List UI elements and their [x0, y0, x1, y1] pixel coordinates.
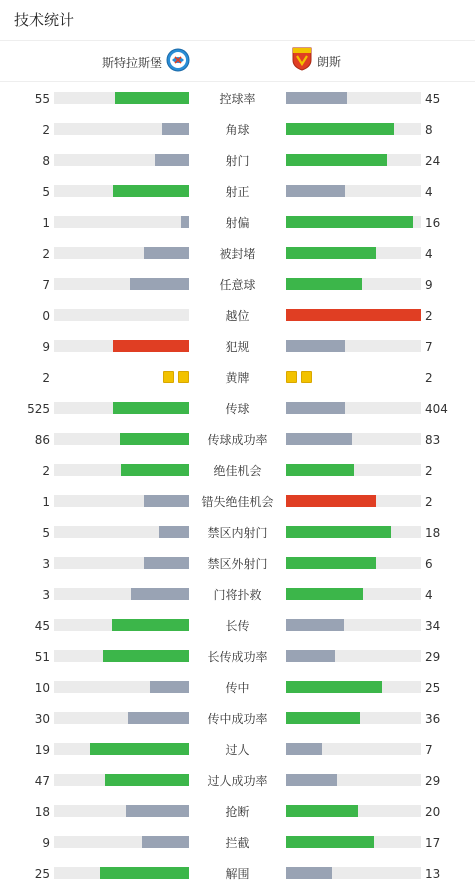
stat-label: 绝佳机会: [213, 464, 262, 478]
home-yellow-cards: [163, 371, 189, 383]
home-stat-bar-fill: [128, 712, 189, 724]
home-stat-value: 2: [42, 464, 50, 478]
home-stat-bar: [54, 712, 189, 724]
stat-row: [0, 120, 475, 140]
home-stat-bar-fill: [105, 774, 189, 786]
home-stat-value: 5: [42, 526, 50, 540]
stat-row: [0, 709, 475, 729]
home-stat-bar-fill: [115, 92, 189, 104]
stat-label: 越位: [225, 309, 250, 323]
home-stat-bar: [54, 681, 189, 693]
away-stat-value: 45: [425, 92, 441, 106]
home-stat-bar-fill: [113, 340, 189, 352]
away-stat-bar-fill: [286, 774, 337, 786]
away-stat-value: 16: [425, 216, 441, 230]
home-stat-bar-fill: [112, 619, 189, 631]
away-stat-value: 83: [425, 433, 441, 447]
away-stat-value: 7: [425, 743, 433, 757]
stat-label: 被封堵: [219, 247, 256, 261]
home-stat-bar: [54, 774, 189, 786]
home-stat-value: 55: [34, 92, 50, 106]
strasbourg-crest-icon: [166, 48, 190, 76]
away-stat-value: 6: [425, 557, 433, 571]
stat-label: 任意球: [219, 278, 256, 292]
home-stat-bar: [54, 340, 189, 352]
lens-crest-icon: [292, 47, 312, 75]
away-stat-bar: [286, 433, 421, 445]
home-stat-bar: [54, 743, 189, 755]
yellow-card-icon: [163, 371, 174, 383]
home-stat-value: 9: [42, 340, 50, 354]
stat-row: [0, 771, 475, 791]
away-stat-bar: [286, 309, 421, 321]
away-stat-bar-fill: [286, 836, 374, 848]
stat-label: 角球: [225, 123, 250, 137]
home-stat-bar-fill: [150, 681, 189, 693]
stat-row: [0, 833, 475, 853]
home-stat-value: 2: [42, 371, 50, 385]
home-stat-bar: [54, 92, 189, 104]
away-stat-bar: [286, 588, 421, 600]
home-stat-bar: [54, 557, 189, 569]
stat-row: [0, 740, 475, 760]
away-stat-bar-fill: [286, 805, 358, 817]
stat-row: [0, 864, 475, 884]
away-stat-bar: [286, 650, 421, 662]
away-stat-value: 2: [425, 309, 433, 323]
home-stat-value: 525: [27, 402, 50, 416]
away-stat-bar-fill: [286, 216, 413, 228]
away-stat-bar-fill: [286, 464, 354, 476]
home-stat-bar: [54, 526, 189, 538]
stat-label: 射门: [225, 154, 250, 168]
home-stat-bar-fill: [159, 526, 189, 538]
away-stat-bar: [286, 867, 421, 879]
home-stat-value: 2: [42, 123, 50, 137]
away-stat-value: 25: [425, 681, 441, 695]
stat-label: 射偏: [225, 216, 250, 230]
away-stat-value: 2: [425, 371, 433, 385]
away-stat-bar-fill: [286, 557, 376, 569]
away-stat-bar: [286, 216, 421, 228]
stat-row: [0, 802, 475, 822]
stat-label: 传中: [225, 681, 250, 695]
stat-label: 传球: [225, 402, 250, 416]
home-stat-value: 47: [34, 774, 50, 788]
away-stat-bar: [286, 247, 421, 259]
away-stat-bar: [286, 836, 421, 848]
away-stat-value: 29: [425, 650, 441, 664]
away-stat-bar-fill: [286, 526, 391, 538]
stat-row: [0, 430, 475, 450]
stat-row: [0, 337, 475, 357]
away-stat-bar: [286, 712, 421, 724]
home-stat-bar: [54, 216, 189, 228]
home-stat-bar: [54, 836, 189, 848]
home-stat-bar: [54, 278, 189, 290]
stat-label: 射正: [225, 185, 250, 199]
stat-row: [0, 647, 475, 667]
home-stat-value: 30: [34, 712, 50, 726]
stat-row: [0, 275, 475, 295]
away-stat-bar-fill: [286, 402, 345, 414]
away-stat-bar-fill: [286, 619, 344, 631]
stat-label: 解围: [225, 867, 250, 881]
away-stat-bar-fill: [286, 92, 347, 104]
home-stat-bar-fill: [144, 247, 189, 259]
away-stat-value: 17: [425, 836, 441, 850]
home-stat-value: 51: [34, 650, 50, 664]
away-stat-bar-fill: [286, 712, 360, 724]
home-stat-bar: [54, 309, 189, 321]
home-stat-bar-fill: [130, 278, 189, 290]
away-stat-bar: [286, 154, 421, 166]
stat-label: 传球成功率: [207, 433, 268, 447]
stat-row: [0, 182, 475, 202]
stat-label: 犯规: [225, 340, 250, 354]
stat-row: [0, 244, 475, 264]
stat-label: 长传: [225, 619, 250, 633]
stat-row: [0, 89, 475, 109]
home-stat-bar: [54, 805, 189, 817]
away-stat-value: 13: [425, 867, 441, 881]
home-stat-bar-fill: [131, 588, 189, 600]
away-stat-value: 4: [425, 588, 433, 602]
away-stat-bar-fill: [286, 309, 421, 321]
teams-header: [0, 41, 475, 82]
away-stat-bar-fill: [286, 495, 376, 507]
away-stat-bar-fill: [286, 247, 376, 259]
away-stat-bar: [286, 681, 421, 693]
away-stat-value: 29: [425, 774, 441, 788]
away-stat-value: 2: [425, 495, 433, 509]
home-stat-bar: [54, 495, 189, 507]
away-stat-bar-fill: [286, 185, 345, 197]
away-stat-bar: [286, 278, 421, 290]
home-stat-value: 2: [42, 247, 50, 261]
home-stat-bar-fill: [162, 123, 189, 135]
home-stat-bar-fill: [144, 495, 189, 507]
away-stat-value: 24: [425, 154, 441, 168]
home-stat-bar-fill: [121, 464, 189, 476]
home-stat-bar-fill: [155, 154, 189, 166]
home-stat-bar-fill: [126, 805, 189, 817]
stat-row: [0, 585, 475, 605]
stat-row: [0, 461, 475, 481]
stat-label: 禁区内射门: [207, 526, 268, 540]
home-stat-bar: [54, 154, 189, 166]
home-stat-bar-fill: [103, 650, 189, 662]
stat-label: 禁区外射门: [207, 557, 268, 571]
home-stat-bar: [54, 402, 189, 414]
away-stat-bar: [286, 557, 421, 569]
stat-row: [0, 368, 475, 388]
away-stat-bar: [286, 619, 421, 631]
home-stat-value: 10: [34, 681, 50, 695]
away-stat-bar: [286, 805, 421, 817]
home-stat-bar: [54, 247, 189, 259]
home-stat-value: 86: [34, 433, 50, 447]
away-stat-bar: [286, 185, 421, 197]
away-stat-value: 9: [425, 278, 433, 292]
home-team[interactable]: [102, 51, 190, 73]
stat-row: [0, 213, 475, 233]
stat-label: 拦截: [225, 836, 250, 850]
stat-row: [0, 151, 475, 171]
home-stat-value: 3: [42, 557, 50, 571]
home-stat-bar-fill: [144, 557, 189, 569]
home-stat-value: 1: [42, 216, 50, 230]
stat-row: [0, 399, 475, 419]
away-team[interactable]: [292, 49, 341, 73]
away-stat-bar-fill: [286, 433, 352, 445]
stat-label: 控球率: [219, 92, 256, 106]
home-stat-value: 1: [42, 495, 50, 509]
away-team-name: 朗斯: [317, 54, 342, 69]
home-stat-bar-fill: [90, 743, 189, 755]
home-stat-value: 0: [42, 309, 50, 323]
stat-row: [0, 678, 475, 698]
yellow-card-icon: [286, 371, 297, 383]
away-stat-bar-fill: [286, 650, 335, 662]
home-stat-value: 8: [42, 154, 50, 168]
away-stat-bar: [286, 123, 421, 135]
away-stat-bar: [286, 743, 421, 755]
away-stat-bar: [286, 92, 421, 104]
stat-label: 抢断: [225, 805, 250, 819]
home-stat-bar-fill: [120, 433, 189, 445]
away-stat-bar-fill: [286, 867, 332, 879]
home-stat-bar-fill: [113, 185, 189, 197]
stat-label: 错失绝佳机会: [201, 495, 274, 509]
away-stat-bar: [286, 402, 421, 414]
home-stat-bar-fill: [181, 216, 189, 228]
home-stat-value: 45: [34, 619, 50, 633]
away-stat-bar-fill: [286, 278, 362, 290]
away-stat-bar-fill: [286, 154, 387, 166]
stat-row: [0, 554, 475, 574]
away-stat-bar-fill: [286, 123, 394, 135]
away-stat-bar: [286, 495, 421, 507]
home-stat-value: 5: [42, 185, 50, 199]
home-stat-bar: [54, 464, 189, 476]
home-stat-value: 3: [42, 588, 50, 602]
away-stat-value: 34: [425, 619, 441, 633]
stat-label: 传中成功率: [207, 712, 268, 726]
stat-row: [0, 492, 475, 512]
away-stat-value: 36: [425, 712, 441, 726]
stat-label: 长传成功率: [207, 650, 268, 664]
home-stat-bar: [54, 433, 189, 445]
home-stat-bar-fill: [100, 867, 189, 879]
home-stat-bar-fill: [113, 402, 189, 414]
away-stat-bar-fill: [286, 340, 345, 352]
stat-label: 过人: [225, 743, 250, 757]
away-stat-bar: [286, 340, 421, 352]
home-team-name: 斯特拉斯堡: [102, 55, 163, 70]
home-stat-bar: [54, 650, 189, 662]
home-stat-bar-fill: [142, 836, 189, 848]
away-stat-bar-fill: [286, 588, 363, 600]
home-stat-bar: [54, 619, 189, 631]
away-stat-bar: [286, 526, 421, 538]
home-stat-value: 19: [34, 743, 50, 757]
home-stat-value: 9: [42, 836, 50, 850]
away-yellow-cards: [286, 371, 312, 383]
away-stat-bar: [286, 774, 421, 786]
yellow-card-icon: [178, 371, 189, 383]
away-stat-value: 404: [425, 402, 448, 416]
away-stat-value: 2: [425, 464, 433, 478]
away-stat-bar: [286, 464, 421, 476]
home-stat-bar: [54, 588, 189, 600]
away-stat-value: 20: [425, 805, 441, 819]
away-stat-bar-fill: [286, 681, 382, 693]
stat-row: [0, 523, 475, 543]
stat-label: 过人成功率: [207, 774, 268, 788]
away-stat-value: 18: [425, 526, 441, 540]
stat-row: [0, 616, 475, 636]
home-stat-bar: [54, 123, 189, 135]
away-stat-value: 8: [425, 123, 433, 137]
home-stat-value: 7: [42, 278, 50, 292]
away-stat-bar-fill: [286, 743, 322, 755]
away-stat-value: 7: [425, 340, 433, 354]
home-stat-value: 25: [34, 867, 50, 881]
home-stat-bar: [54, 185, 189, 197]
stat-row: [0, 306, 475, 326]
away-stat-value: 4: [425, 185, 433, 199]
away-stat-value: 4: [425, 247, 433, 261]
yellow-card-icon: [301, 371, 312, 383]
home-stat-bar: [54, 867, 189, 879]
page-title: 技术统计: [0, 0, 475, 41]
home-stat-value: 18: [34, 805, 50, 819]
stat-label: 门将扑救: [213, 588, 262, 602]
stat-label: 黄牌: [225, 371, 250, 385]
